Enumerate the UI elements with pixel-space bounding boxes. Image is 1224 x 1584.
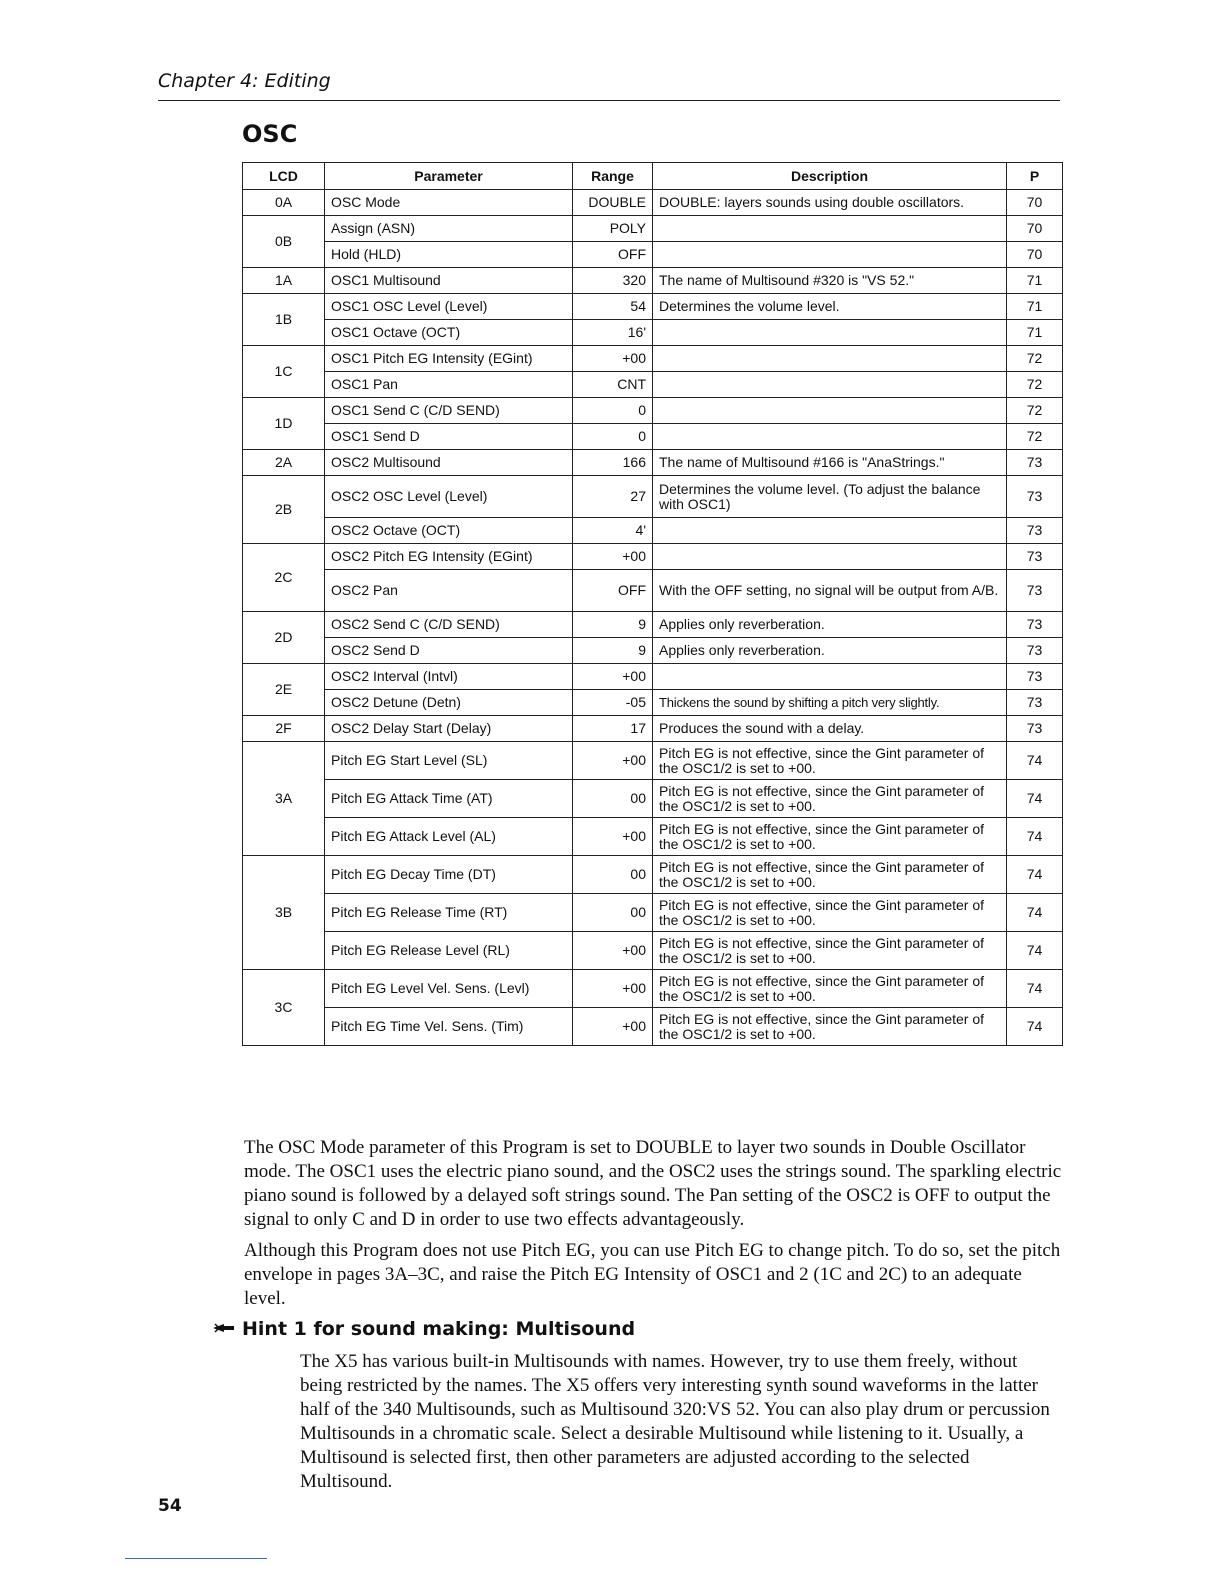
page-number: 54 xyxy=(158,1496,182,1516)
lcd-cell: 2D xyxy=(243,612,325,664)
chapter-header xyxy=(158,70,1060,101)
description-cell: Determines the volume level. (To adjust the balance with OSC1) xyxy=(653,476,1007,518)
lcd-cell: 2E xyxy=(243,664,325,716)
page-cell: 73 xyxy=(1007,690,1063,716)
table-row xyxy=(243,690,1063,716)
description-cell: Pitch EG is not effective, since the Gint parameter of the OSC1/2 is set to +00. xyxy=(653,780,1007,818)
parameter-cell: OSC1 OSC Level (Level) xyxy=(325,294,573,320)
lcd-cell: 1C xyxy=(243,346,325,398)
description-cell xyxy=(653,544,1007,570)
description-cell: Pitch EG is not effective, since the Gint parameter of the OSC1/2 is set to +00. xyxy=(653,1008,1007,1046)
parameter-cell: OSC2 Interval (Intvl) xyxy=(325,664,573,690)
lcd-cell: 1A xyxy=(243,268,325,294)
hint-title: Hint 1 for sound making: Multisound xyxy=(242,1318,636,1340)
description-cell xyxy=(653,518,1007,544)
page-cell: 74 xyxy=(1007,970,1063,1008)
table-row xyxy=(243,742,1063,780)
table-row xyxy=(243,398,1063,424)
table-row xyxy=(243,818,1063,856)
parameter-cell: OSC2 OSC Level (Level) xyxy=(325,476,573,518)
table-row xyxy=(243,294,1063,320)
column-header-lcd: LCD xyxy=(243,163,325,190)
page-cell: 70 xyxy=(1007,242,1063,268)
page-cell: 73 xyxy=(1007,638,1063,664)
parameter-cell: OSC2 Octave (OCT) xyxy=(325,518,573,544)
page-cell: 74 xyxy=(1007,1008,1063,1046)
range-cell: 16' xyxy=(573,320,653,346)
section-title: OSC xyxy=(242,120,298,148)
description-cell: Thickens the sound by shifting a pitch very slightly. xyxy=(653,690,1007,716)
range-cell: 00 xyxy=(573,780,653,818)
parameter-cell: OSC2 Pitch EG Intensity (EGint) xyxy=(325,544,573,570)
page-cell: 74 xyxy=(1007,932,1063,970)
range-cell: 166 xyxy=(573,450,653,476)
footer-divider xyxy=(125,1558,267,1559)
page-cell: 73 xyxy=(1007,664,1063,690)
range-cell: OFF xyxy=(573,570,653,612)
range-cell: +00 xyxy=(573,346,653,372)
page-cell: 73 xyxy=(1007,518,1063,544)
description-cell: Pitch EG is not effective, since the Gint parameter of the OSC1/2 is set to +00. xyxy=(653,742,1007,780)
table-row xyxy=(243,716,1063,742)
table-row xyxy=(243,372,1063,398)
range-cell: +00 xyxy=(573,970,653,1008)
table-row xyxy=(243,932,1063,970)
page-cell: 70 xyxy=(1007,190,1063,216)
page-cell: 71 xyxy=(1007,320,1063,346)
lcd-cell: 3B xyxy=(243,856,325,970)
range-cell: 0 xyxy=(573,398,653,424)
parameter-cell: OSC2 Multisound xyxy=(325,450,573,476)
description-cell: Pitch EG is not effective, since the Gint parameter of the OSC1/2 is set to +00. xyxy=(653,818,1007,856)
range-cell: +00 xyxy=(573,818,653,856)
page-cell: 72 xyxy=(1007,398,1063,424)
parameter-cell: OSC1 Multisound xyxy=(325,268,573,294)
page-cell: 74 xyxy=(1007,742,1063,780)
range-cell: POLY xyxy=(573,216,653,242)
parameter-cell: Pitch EG Attack Level (AL) xyxy=(325,818,573,856)
page-cell: 73 xyxy=(1007,612,1063,638)
column-header-description: Description xyxy=(653,163,1007,190)
description-cell xyxy=(653,216,1007,242)
table-row xyxy=(243,242,1063,268)
paragraph: The OSC Mode parameter of this Program is set to DOUBLE to layer two sounds in Double Oscillator mode. The OSC1 uses the electric piano sound, and the OSC2 uses the strings sound. The sparkling electric piano sound is followed by a delayed soft strings sound. The Pan setting of the OSC2 is OFF to output the signal to only C and D in order to use two effects advantageously. xyxy=(244,1137,1062,1230)
description-cell xyxy=(653,372,1007,398)
range-cell: -05 xyxy=(573,690,653,716)
range-cell: OFF xyxy=(573,242,653,268)
description-cell: Applies only reverberation. xyxy=(653,612,1007,638)
parameter-cell: OSC2 Delay Start (Delay) xyxy=(325,716,573,742)
range-cell: +00 xyxy=(573,1008,653,1046)
parameter-cell: Pitch EG Time Vel. Sens. (Tim) xyxy=(325,1008,573,1046)
parameter-cell: OSC1 Pitch EG Intensity (EGint) xyxy=(325,346,573,372)
page-cell: 74 xyxy=(1007,894,1063,932)
parameter-cell: Pitch EG Start Level (SL) xyxy=(325,742,573,780)
page-cell: 72 xyxy=(1007,346,1063,372)
lcd-cell: 2C xyxy=(243,544,325,612)
description-cell xyxy=(653,398,1007,424)
description-cell xyxy=(653,320,1007,346)
lcd-cell: 3A xyxy=(243,742,325,856)
description-cell: Produces the sound with a delay. xyxy=(653,716,1007,742)
parameter-cell: Hold (HLD) xyxy=(325,242,573,268)
column-header-range: Range xyxy=(573,163,653,190)
lcd-cell: 2F xyxy=(243,716,325,742)
osc-parameter-table xyxy=(242,162,1063,1046)
table-row xyxy=(243,856,1063,894)
range-cell: 9 xyxy=(573,612,653,638)
lcd-cell: 3C xyxy=(243,970,325,1046)
range-cell: DOUBLE xyxy=(573,190,653,216)
pointing-hand-icon xyxy=(212,1318,242,1340)
description-cell: Pitch EG is not effective, since the Gint parameter of the OSC1/2 is set to +00. xyxy=(653,856,1007,894)
description-cell: Determines the volume level. xyxy=(653,294,1007,320)
range-cell: 9 xyxy=(573,638,653,664)
description-cell: DOUBLE: layers sounds using double oscillators. xyxy=(653,190,1007,216)
table-row xyxy=(243,612,1063,638)
page-cell: 74 xyxy=(1007,780,1063,818)
parameter-cell: OSC1 Send D xyxy=(325,424,573,450)
table-row xyxy=(243,450,1063,476)
page-cell: 74 xyxy=(1007,818,1063,856)
chapter-title: Chapter 4: Editing xyxy=(158,70,331,92)
range-cell: +00 xyxy=(573,742,653,780)
range-cell: 27 xyxy=(573,476,653,518)
lcd-cell: 0B xyxy=(243,216,325,268)
description-cell: Pitch EG is not effective, since the Gint parameter of the OSC1/2 is set to +00. xyxy=(653,970,1007,1008)
page-cell: 72 xyxy=(1007,424,1063,450)
table-row xyxy=(243,570,1063,612)
description-cell: The name of Multisound #320 is "VS 52." xyxy=(653,268,1007,294)
table-row xyxy=(243,1008,1063,1046)
lcd-cell: 2A xyxy=(243,450,325,476)
description-cell: With the OFF setting, no signal will be output from A/B. xyxy=(653,570,1007,612)
table-row xyxy=(243,518,1063,544)
table-row xyxy=(243,216,1063,242)
range-cell: +00 xyxy=(573,664,653,690)
lcd-cell: 2B xyxy=(243,476,325,544)
parameter-cell: OSC1 Octave (OCT) xyxy=(325,320,573,346)
hint-heading xyxy=(212,1318,635,1340)
column-header-page: P xyxy=(1007,163,1063,190)
range-cell: 54 xyxy=(573,294,653,320)
parameter-cell: OSC1 Pan xyxy=(325,372,573,398)
table-row xyxy=(243,664,1063,690)
range-cell: +00 xyxy=(573,544,653,570)
parameter-cell: Pitch EG Level Vel. Sens. (Levl) xyxy=(325,970,573,1008)
parameter-cell: OSC2 Detune (Detn) xyxy=(325,690,573,716)
parameter-cell: OSC Mode xyxy=(325,190,573,216)
table-row xyxy=(243,894,1063,932)
table-row xyxy=(243,780,1063,818)
description-cell: Pitch EG is not effective, since the Gint parameter of the OSC1/2 is set to +00. xyxy=(653,894,1007,932)
page-cell: 73 xyxy=(1007,716,1063,742)
table-row xyxy=(243,476,1063,518)
hint-body: The X5 has various built-in Multisounds with names. However, try to use them freely, without being restricted by the names. The X5 offers very interesting synth sound waveforms in the latter half of the 340 Multisounds, such as Multisound 320:VS 52. You can also play drum or percussion Multisounds in a chromatic scale. Select a desirable Multisound while listening to it. Usually, a Multisound is selected first, then other parameters are adjusted according to the selected Multisound. xyxy=(300,1351,1050,1492)
table-row xyxy=(243,638,1063,664)
table-row xyxy=(243,190,1063,216)
parameter-cell: OSC2 Pan xyxy=(325,570,573,612)
range-cell: 320 xyxy=(573,268,653,294)
body-text xyxy=(244,1136,1066,1318)
description-cell: The name of Multisound #166 is "AnaStrings." xyxy=(653,450,1007,476)
description-cell xyxy=(653,424,1007,450)
table-row xyxy=(243,544,1063,570)
parameter-cell: Pitch EG Release Time (RT) xyxy=(325,894,573,932)
page-cell: 73 xyxy=(1007,450,1063,476)
page-cell: 70 xyxy=(1007,216,1063,242)
table-row xyxy=(243,268,1063,294)
range-cell: 17 xyxy=(573,716,653,742)
description-cell: Applies only reverberation. xyxy=(653,638,1007,664)
parameter-cell: Pitch EG Release Level (RL) xyxy=(325,932,573,970)
page-cell: 74 xyxy=(1007,856,1063,894)
parameter-cell: OSC2 Send C (C/D SEND) xyxy=(325,612,573,638)
column-header-parameter: Parameter xyxy=(325,163,573,190)
lcd-cell: 0A xyxy=(243,190,325,216)
table-row xyxy=(243,346,1063,372)
paragraph: Although this Program does not use Pitch EG, you can use Pitch EG to change pitch. To do so, set the pitch envelope in pages 3A–3C, and raise the Pitch EG Intensity of OSC1 and 2 (1C and 2C) to an adequate level. xyxy=(244,1240,1061,1309)
parameter-cell: OSC2 Send D xyxy=(325,638,573,664)
page-cell: 71 xyxy=(1007,268,1063,294)
parameter-cell: Pitch EG Decay Time (DT) xyxy=(325,856,573,894)
range-cell: 00 xyxy=(573,856,653,894)
table-header-row xyxy=(243,163,1063,190)
page-cell: 73 xyxy=(1007,544,1063,570)
description-cell xyxy=(653,664,1007,690)
table-row xyxy=(243,424,1063,450)
parameter-cell: Assign (ASN) xyxy=(325,216,573,242)
page-cell: 73 xyxy=(1007,476,1063,518)
range-cell: 00 xyxy=(573,894,653,932)
description-cell xyxy=(653,346,1007,372)
range-cell: CNT xyxy=(573,372,653,398)
lcd-cell: 1B xyxy=(243,294,325,346)
table-row xyxy=(243,320,1063,346)
table-row xyxy=(243,970,1063,1008)
page-cell: 72 xyxy=(1007,372,1063,398)
lcd-cell: 1D xyxy=(243,398,325,450)
range-cell: 4' xyxy=(573,518,653,544)
page-cell: 73 xyxy=(1007,570,1063,612)
description-cell xyxy=(653,242,1007,268)
range-cell: 0 xyxy=(573,424,653,450)
range-cell: +00 xyxy=(573,932,653,970)
page-cell: 71 xyxy=(1007,294,1063,320)
description-cell: Pitch EG is not effective, since the Gint parameter of the OSC1/2 is set to +00. xyxy=(653,932,1007,970)
parameter-cell: OSC1 Send C (C/D SEND) xyxy=(325,398,573,424)
parameter-cell: Pitch EG Attack Time (AT) xyxy=(325,780,573,818)
